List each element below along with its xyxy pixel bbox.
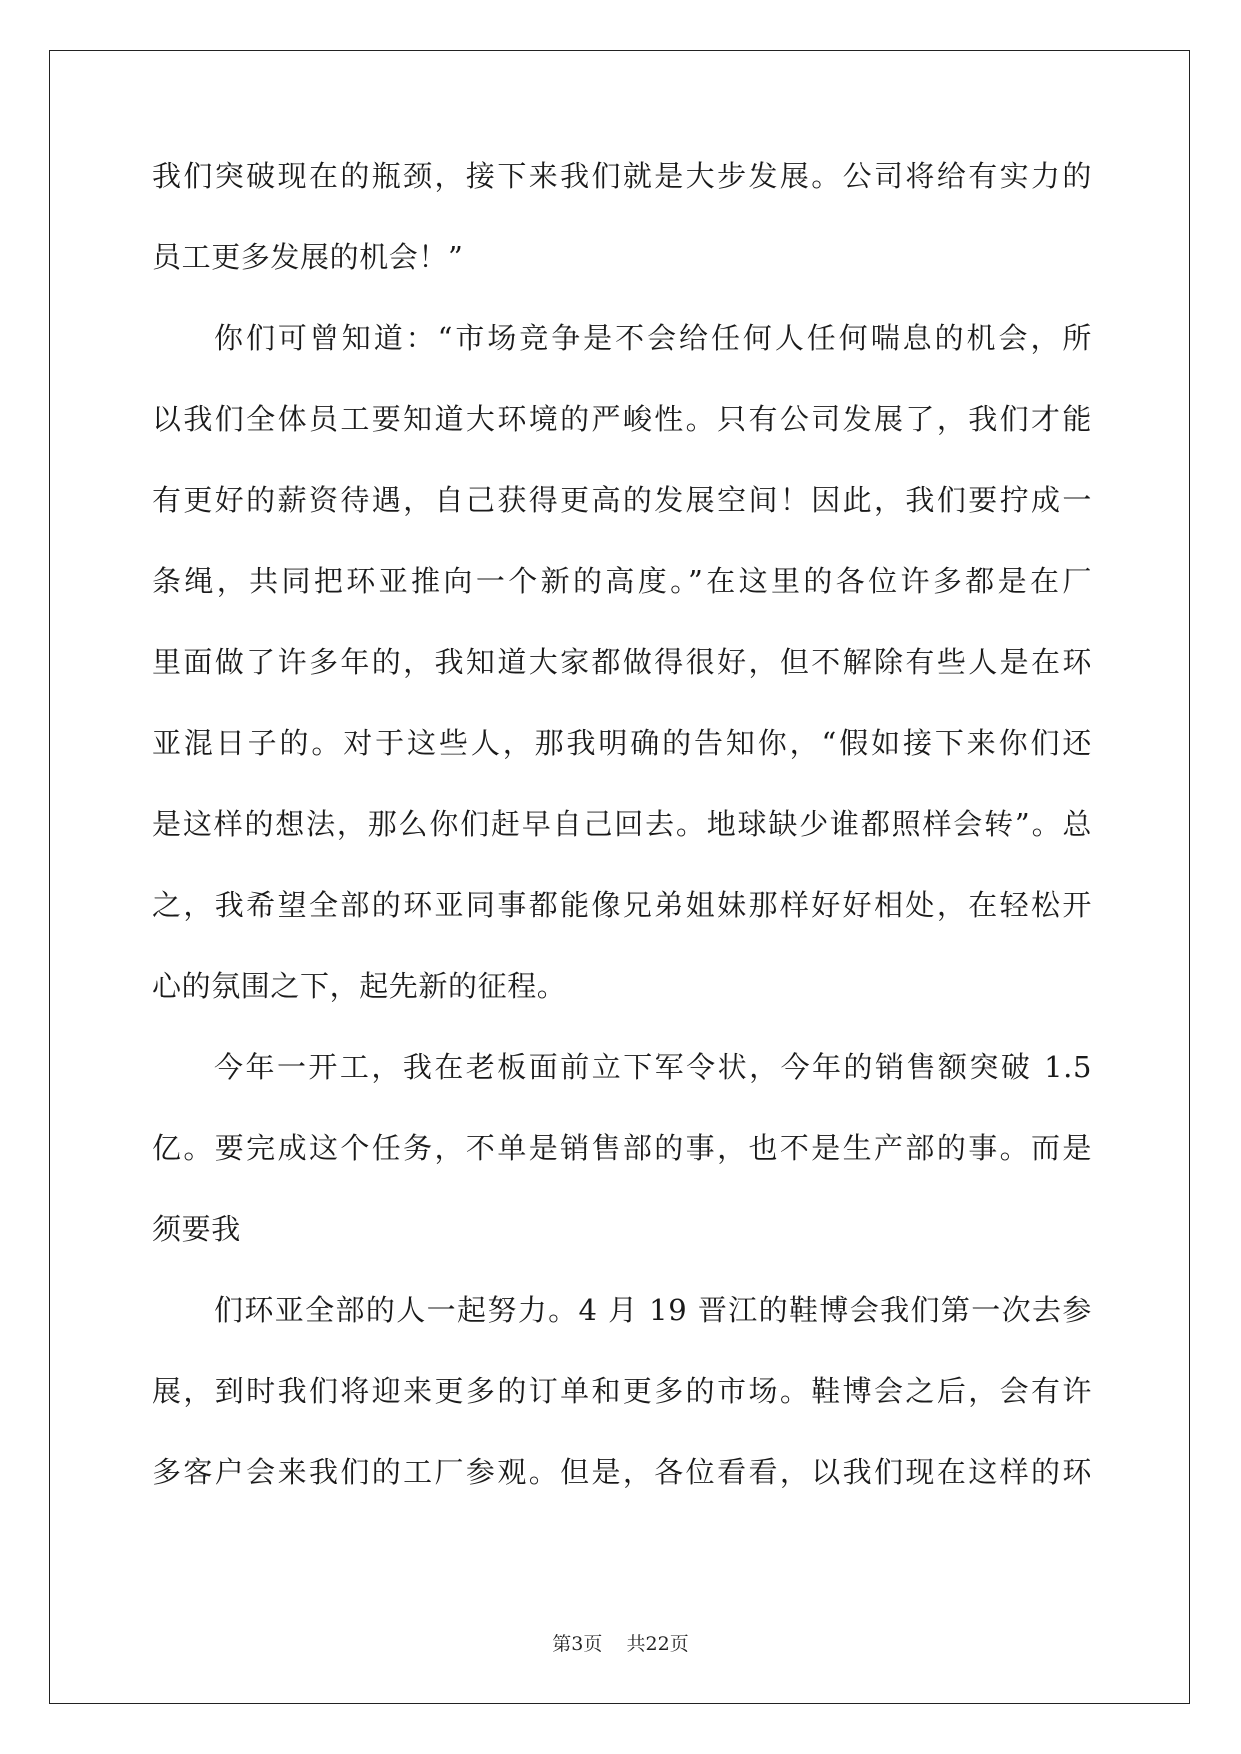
text-line: 今年一开工，我在老板面前立下军令状，今年的销售额突破 1.5 <box>214 1051 1092 1084</box>
total-suffix: 页 <box>669 1633 689 1655</box>
text-line: 有更好的薪资待遇，自己获得更高的发展空间！因此，我们要拧成一 <box>152 484 1092 517</box>
current-page-number: 3 <box>571 1633 584 1655</box>
document-body <box>152 160 1092 1537</box>
page-prefix: 第 <box>552 1633 572 1655</box>
text-line: 之，我希望全部的环亚同事都能像兄弟姐妹那样好好相处，在轻松开 <box>152 889 1092 922</box>
text-line: 里面做了许多年的，我知道大家都做得很好，但不解除有些人是在环 <box>152 646 1092 679</box>
text-line: 须要我 <box>152 1213 241 1246</box>
text-line: 亚混日子的。对于这些人，那我明确的告知你，“假如接下来你们还 <box>152 727 1092 760</box>
text-line: 展，到时我们将迎来更多的订单和更多的市场。鞋博会之后，会有许 <box>152 1375 1092 1408</box>
text-line: 我们突破现在的瓶颈，接下来我们就是大步发展。公司将给有实力的 <box>152 160 1092 193</box>
text-line: 员工更多发展的机会！” <box>152 241 464 274</box>
page-suffix: 页 <box>583 1633 603 1655</box>
text-line: 亿。要完成这个任务，不单是销售部的事，也不是生产部的事。而是 <box>152 1132 1092 1165</box>
page-number-footer <box>0 1629 1241 1656</box>
total-prefix: 共 <box>626 1633 646 1655</box>
text-line: 以我们全体员工要知道大环境的严峻性。只有公司发展了，我们才能 <box>152 403 1092 436</box>
text-line: 条绳，共同把环亚推向一个新的高度。”在这里的各位许多都是在厂 <box>152 565 1092 598</box>
text-line: 你们可曾知道：“市场竞争是不会给任何人任何喘息的机会，所 <box>214 322 1092 355</box>
text-line: 心的氛围之下，起先新的征程。 <box>152 970 567 1003</box>
text-line: 是这样的想法，那么你们赶早自己回去。地球缺少谁都照样会转”。总 <box>152 808 1092 841</box>
text-line: 多客户会来我们的工厂参观。但是，各位看看，以我们现在这样的环 <box>152 1456 1092 1489</box>
total-page-count: 22 <box>645 1633 670 1655</box>
text-line: 们环亚全部的人一起努力。4 月 19 晋江的鞋博会我们第一次去参 <box>214 1294 1092 1327</box>
